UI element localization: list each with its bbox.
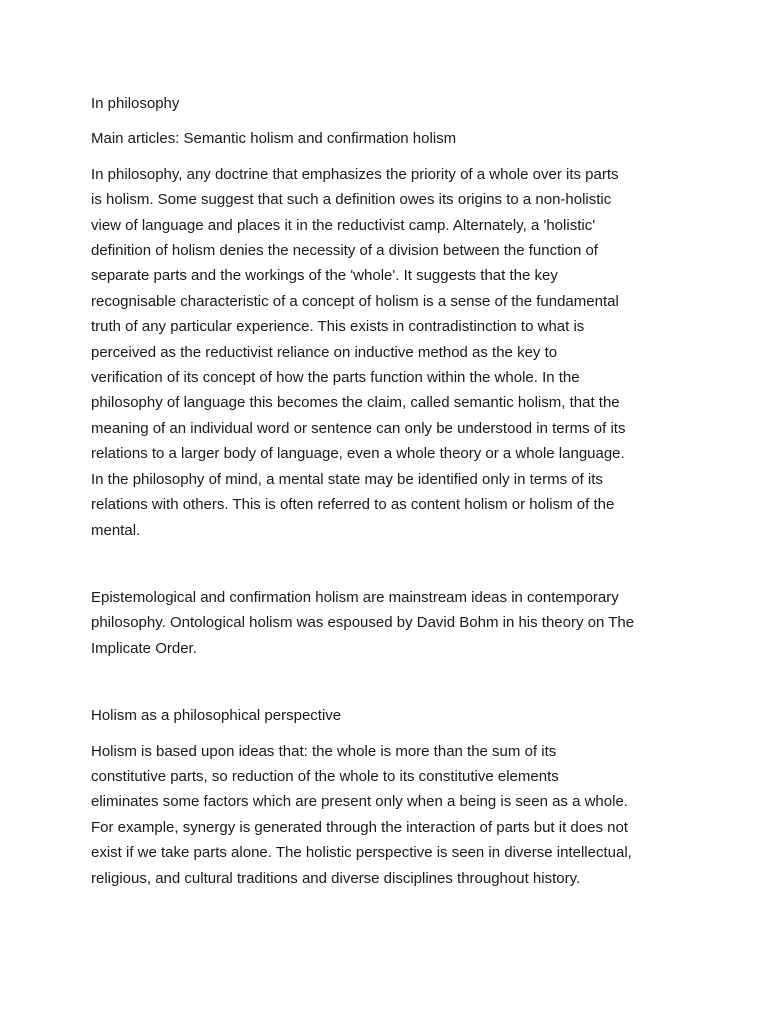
paragraph-line: eliminates some factors which are present only when a being is seen as a whole.	[91, 793, 628, 811]
paragraph-line: philosophy of language this becomes the claim, called semantic holism, that the	[91, 394, 620, 412]
document-content	[91, 91, 683, 891]
paragraph-line: definition of holism denies the necessity of a division between the function of	[91, 242, 598, 260]
paragraph-line: relations to a larger body of language, even a whole theory or a whole language.	[91, 445, 625, 463]
paragraph-line: constitutive parts, so reduction of the whole to its constitutive elements	[91, 767, 559, 785]
main-articles-note: Main articles: Semantic holism and confirmation holism	[91, 130, 457, 148]
paragraph-line: view of language and places it in the reductivist camp. Alternately, a 'holistic'	[91, 216, 596, 234]
paragraph-line: perceived as the reductivist reliance on inductive method as the key to	[91, 343, 558, 361]
paragraph-line: meaning of an individual word or sentence can only be understood in terms of its	[91, 419, 626, 437]
paragraph-holism-definition	[91, 162, 683, 543]
paragraph-line: recognisable characteristic of a concept of holism is a sense of the fundamental	[91, 292, 619, 310]
paragraph-line: In philosophy, any doctrine that emphasizes the priority of a whole over its parts	[91, 165, 619, 183]
paragraph-line: exist if we take parts alone. The holistic perspective is seen in diverse intellectual,	[91, 844, 632, 862]
paragraph-line: truth of any particular experience. This exists in contradistinction to what is	[91, 318, 585, 336]
paragraph-line: separate parts and the workings of the 'whole'. It suggests that the key	[91, 267, 558, 285]
paragraph-line: For example, synergy is generated through the interaction of parts but it does not	[91, 818, 628, 836]
section-heading-in-philosophy: In philosophy	[91, 95, 180, 112]
section-heading-philosophical-perspective: Holism as a philosophical perspective	[91, 707, 342, 725]
paragraph-line: verification of its concept of how the parts function within the whole. In the	[91, 369, 580, 387]
paragraph-holism-perspective	[91, 739, 683, 891]
paragraph-line: relations with others. This is often referred to as content holism or holism of the	[91, 496, 615, 514]
paragraph-line: religious, and cultural traditions and diverse disciplines throughout history.	[91, 869, 581, 887]
paragraph-line: Epistemological and confirmation holism are mainstream ideas in contemporary	[91, 588, 619, 606]
paragraph-line: In the philosophy of mind, a mental state may be identified only in terms of its	[91, 470, 603, 488]
paragraph-line: mental.	[91, 521, 141, 539]
paragraph-line: is holism. Some suggest that such a definition owes its origins to a non-holistic	[91, 191, 612, 209]
paragraph-epistemological-holism	[91, 585, 683, 661]
paragraph-line: philosophy. Ontological holism was espoused by David Bohm in his theory on The	[91, 614, 635, 632]
paragraph-line: Holism is based upon ideas that: the whole is more than the sum of its	[91, 742, 557, 760]
paragraph-line: Implicate Order.	[91, 639, 197, 657]
